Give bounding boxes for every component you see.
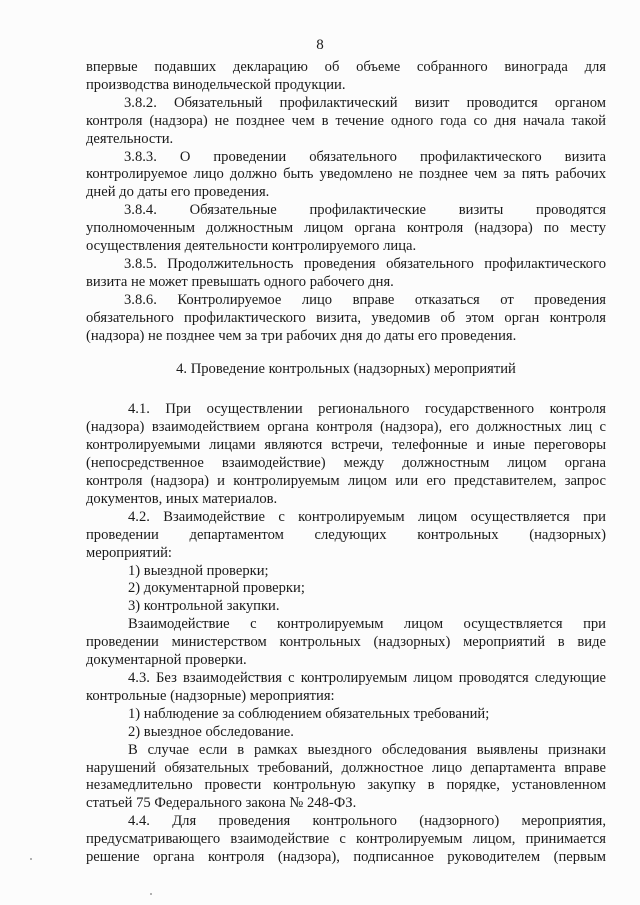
text-line: незамедлительно провести контрольную закупку в порядке, установленном bbox=[86, 777, 606, 794]
text-line: проведении министерством контрольных (надзорных) мероприятий в виде bbox=[86, 634, 606, 651]
text-line: дней до даты его проведения. bbox=[86, 184, 270, 201]
text-line: документарной проверки. bbox=[86, 652, 247, 669]
text-line: В случае если в рамках выездного обследования выявлены признаки bbox=[128, 741, 606, 758]
text-line: визита не может превышать одного рабочего дня. bbox=[86, 273, 394, 290]
list-item: 1) наблюдение за соблюдением обязательных требований; bbox=[128, 705, 490, 722]
text-line: осуществления деятельности контролируемого лица. bbox=[86, 238, 417, 255]
text-line: 4.3. Без взаимодействия с контролируемым лицом проводятся следующие bbox=[128, 670, 606, 686]
text-line: мероприятий: bbox=[86, 544, 172, 561]
text-line: 3.8.5. Продолжительность проведения обязательного профилактического bbox=[124, 255, 606, 272]
text-line: 3.8.2. Обязательный профилактический визит проводится органом bbox=[124, 94, 606, 111]
text-line: предусматривающего взаимодействие с контролируемым лицом, принимается bbox=[86, 831, 606, 848]
text-line: контроля (надзора) не позднее чем в течение одного года со дня начала такой bbox=[86, 112, 606, 129]
list-item: 2) документарной проверки; bbox=[128, 580, 305, 597]
text-line: (надзора) взаимодействием органа контроля (надзора), его должностных лиц с bbox=[86, 419, 606, 436]
text-line: нарушений обязательных требований, должностное лицо департамента вправе bbox=[86, 759, 606, 776]
text-line: (непосредственное взаимодействие) между должностным лицом органа bbox=[86, 455, 606, 472]
text-line: контролируемое лицо должно быть уведомлено не позднее чем за пять рабочих bbox=[86, 166, 606, 183]
text-line: решение органа контроля (надзора), подписанное руководителем (первым bbox=[86, 849, 606, 866]
text-line: контролируемыми лицами являются встречи, телефонные и иные переговоры bbox=[86, 437, 606, 454]
list-item: 2) выездное обследование. bbox=[128, 723, 294, 740]
text-line: (надзора) не позднее чем за три рабочих дня до даты его проведения. bbox=[86, 327, 517, 344]
text-line: статьей 75 Федерального закона № 248-ФЗ. bbox=[86, 795, 357, 812]
text-line: 3.8.3. О проведении обязательного профилактического визита bbox=[124, 148, 606, 165]
text-line: 3.8.6. Контролируемое лицо вправе отказаться от проведения bbox=[124, 291, 606, 308]
list-item: 1) выездной проверки; bbox=[128, 562, 269, 579]
text-line: Взаимодействие с контролируемым лицом осуществляется при bbox=[128, 616, 606, 633]
section-heading: 4. Проведение контрольных (надзорных) мероприятий bbox=[176, 360, 516, 377]
text-line: 4.2. Взаимодействие с контролируемым лицом осуществляется при bbox=[128, 508, 606, 525]
text-line: 4.1. При осуществлении регионального государственного контроля bbox=[128, 401, 606, 418]
text-line: 4.4. Для проведения контрольного (надзорного) мероприятия, bbox=[128, 813, 606, 830]
text-line: проведении департаментом следующих контрольных (надзорных) bbox=[86, 526, 606, 543]
scan-speck bbox=[30, 858, 32, 860]
text-line: деятельности. bbox=[86, 130, 174, 147]
text-line: документов, иных материалов. bbox=[86, 490, 278, 507]
text-line: уполномоченным должностным лицом органа контроля (надзора) по месту bbox=[86, 220, 606, 237]
list-item: 3) контрольной закупки. bbox=[128, 598, 280, 615]
text-line: контрольные (надзорные) мероприятия: bbox=[86, 687, 335, 704]
document-body bbox=[86, 59, 606, 867]
text-line: обязательного профилактического визита, уведомив об этом орган контроля bbox=[86, 309, 606, 326]
text-line: производства винодельческой продукции. bbox=[86, 76, 346, 93]
text-line: 3.8.4. Обязательные профилактические визиты проводятся bbox=[124, 202, 606, 219]
text-line: впервые подавших декларацию об объеме собранного винограда для bbox=[86, 59, 606, 75]
scan-speck bbox=[150, 893, 152, 895]
text-line: контроля (надзора) и контролируемым лицом или его представителем, запрос bbox=[86, 473, 606, 490]
page-number: 8 bbox=[316, 37, 324, 53]
